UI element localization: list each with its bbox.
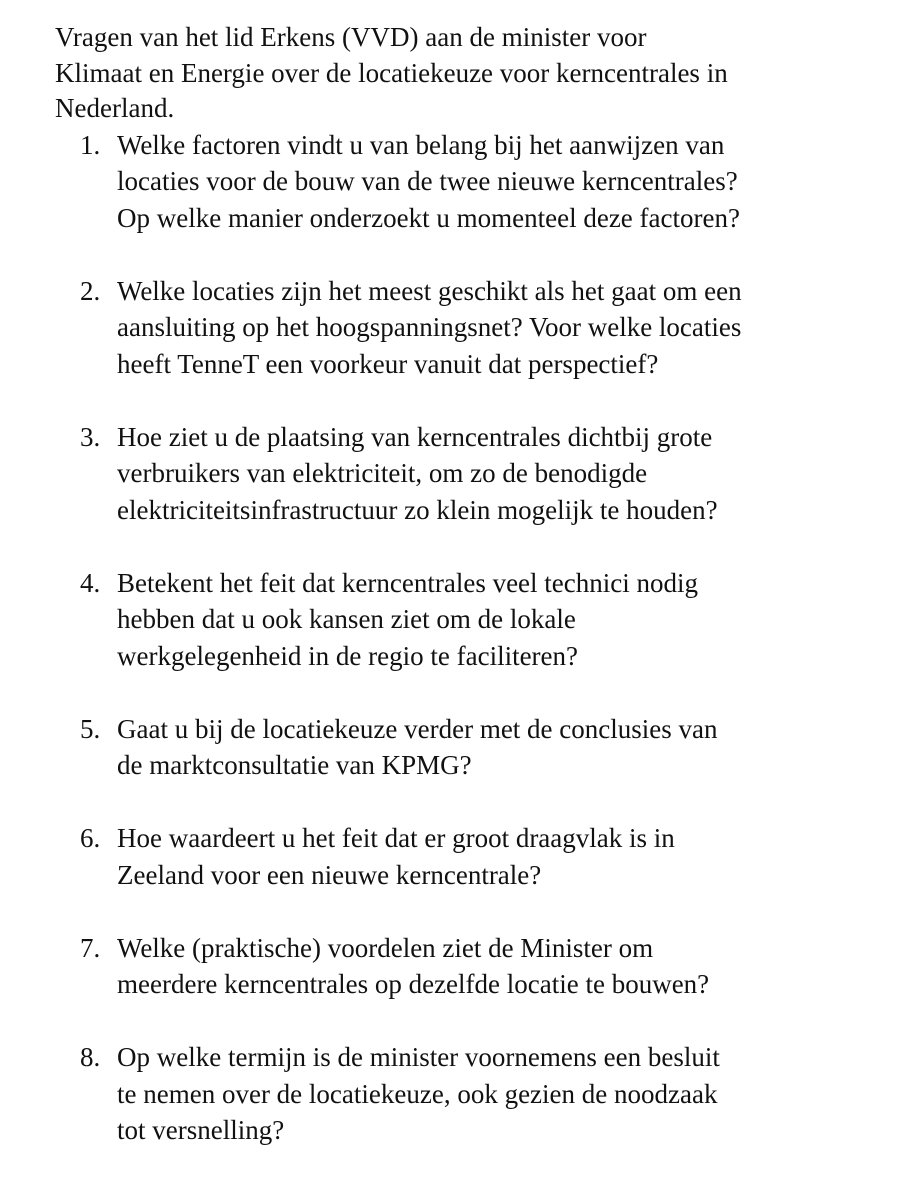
question-number: 2. <box>80 275 101 306</box>
question-item-7 <box>55 930 905 1003</box>
question-line: tot versnelling? <box>117 1115 285 1145</box>
intro-line: Klimaat en Energie over de locatiekeuze voor kerncentrales in <box>55 57 728 88</box>
question-number: 4. <box>80 567 101 598</box>
question-item-1 <box>55 127 905 237</box>
question-line: Op welke manier onderzoekt u momenteel deze factoren? <box>117 202 740 233</box>
question-number: 6. <box>80 823 101 853</box>
question-line: Hoe ziet u de plaatsing van kerncentrales dichtbij grote <box>117 421 713 452</box>
question-list <box>55 127 905 1149</box>
question-line: Gaat u bij de locatiekeuze verder met de conclusies van <box>117 713 718 744</box>
question-line: Welke (praktische) voordelen ziet de Minister om <box>117 932 654 963</box>
question-number: 3. <box>80 421 101 452</box>
question-line: hebben dat u ook kansen ziet om de lokale <box>117 604 576 634</box>
question-item-5 <box>55 711 905 784</box>
question-number: 8. <box>80 1042 101 1072</box>
question-number: 7. <box>80 932 101 963</box>
intro-line: Vragen van het lid Erkens (VVD) aan de minister voor <box>55 22 647 52</box>
question-item-4 <box>55 565 905 675</box>
question-line: Welke factoren vindt u van belang bij het aanwijzen van <box>117 129 725 160</box>
question-line: Betekent het feit dat kerncentrales veel technici nodig <box>117 567 699 598</box>
question-number: 1. <box>80 129 101 160</box>
question-line: werkgelegenheid in de regio te faciliteren? <box>117 640 579 671</box>
question-item-3 <box>55 419 905 529</box>
question-line: Op welke termijn is de minister voornemens een besluit <box>117 1042 720 1072</box>
question-line: verbruikers van elektriciteit, om zo de benodigde <box>117 458 648 488</box>
question-number: 5. <box>80 713 101 744</box>
question-item-2 <box>55 273 905 383</box>
question-line: Hoe waardeert u het feit dat er groot draagvlak is in <box>117 823 675 853</box>
question-line: Welke locaties zijn het meest geschikt als het gaat om een <box>117 275 742 306</box>
question-line: de marktconsultatie van KPMG? <box>117 750 472 780</box>
question-item-6 <box>55 820 905 893</box>
question-line: locaties voor de bouw van de twee nieuwe kerncentrales? <box>117 166 738 196</box>
question-line: Zeeland voor een nieuwe kerncentrale? <box>117 859 542 890</box>
question-line: elektriciteitsinfrastructuur zo klein mogelijk te houden? <box>117 494 718 525</box>
intro-line: Nederland. <box>55 93 175 123</box>
question-line: te nemen over de locatiekeuze, ook gezien de noodzaak <box>117 1078 718 1109</box>
question-item-8 <box>55 1039 905 1149</box>
intro-paragraph <box>55 20 905 127</box>
question-line: meerdere kerncentrales op dezelfde locatie te bouwen? <box>117 969 710 999</box>
document-page <box>55 20 905 1185</box>
question-line: aansluiting op het hoogspanningsnet? Voor welke locaties <box>117 312 742 342</box>
question-line: heeft TenneT een voorkeur vanuit dat perspectief? <box>117 348 659 379</box>
